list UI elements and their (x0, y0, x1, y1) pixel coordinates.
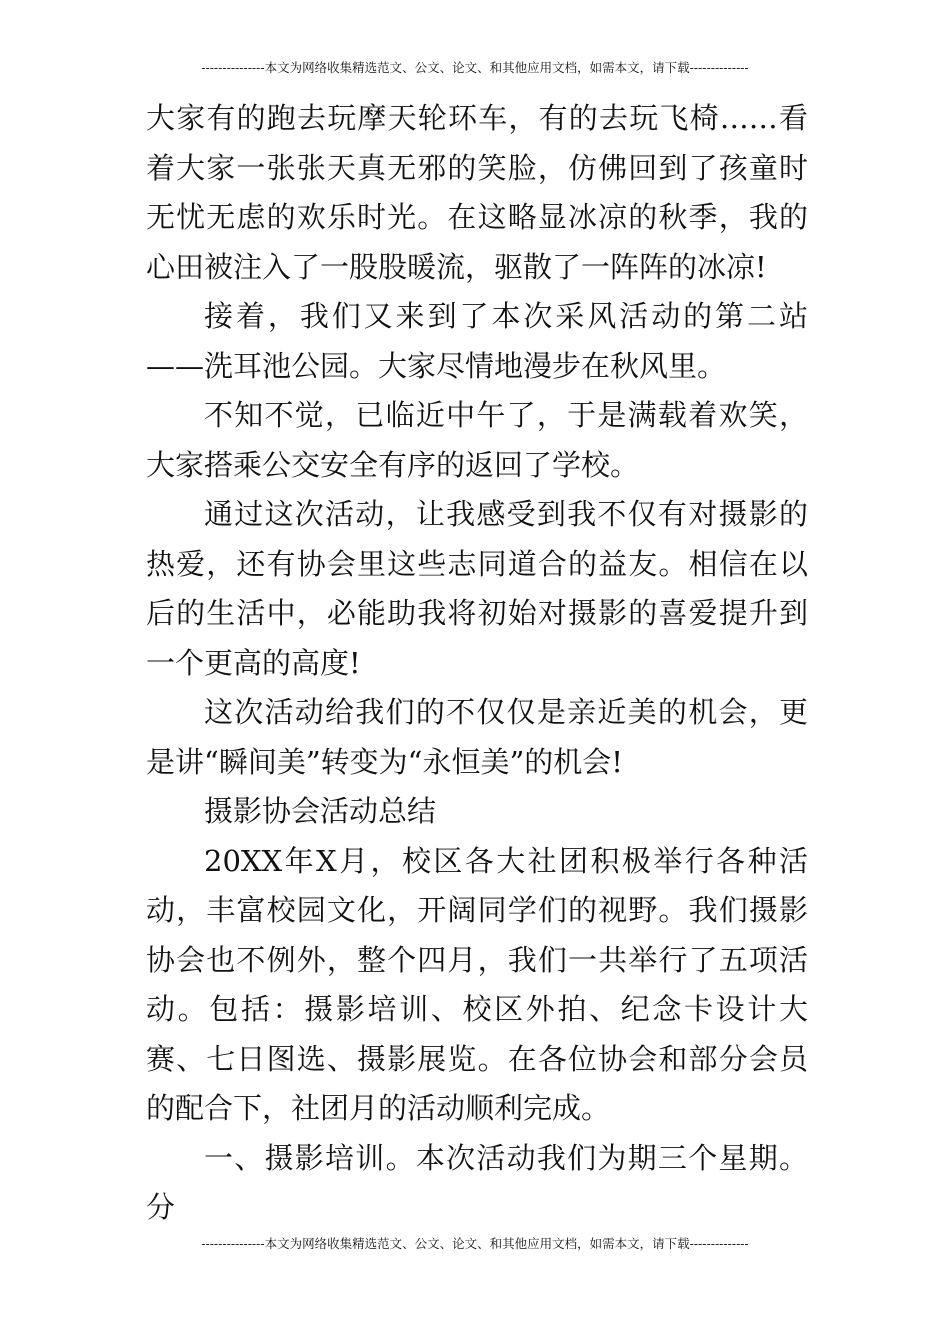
paragraph-continued: 大家有的跑去玩摩天轮环车，有的去玩飞椅……看着大家一张张天真无邪的笑脸，仿佛回到了孩童时无忧无虑的欢乐时光。在这略显冰凉的秋季，我的心田被注入了一股股暖流，驱散了一阵阵的冰凉! (146, 101, 808, 284)
paragraph-beauty: 这次活动给我们的不仅仅是亲近美的机会，更是讲“瞬间美”转变为“永恒美”的机会! (146, 695, 808, 779)
paragraph-reflection: 通过这次活动，让我感受到我不仅有对摄影的热爱，还有协会里这些志同道合的益友。相信在以后的生活中，必能助我将初始对摄影的喜爱提升到一个更高的高度! (146, 497, 808, 680)
section-title: 摄影协会活动总结 (204, 794, 437, 828)
paragraph-training: 一、摄影培训。本次活动我们为期三个星期。分 (146, 1140, 808, 1224)
paragraph-return: 不知不觉，已临近中午了，于是满载着欢笑，大家搭乘公交安全有序的返回了学校。 (146, 398, 808, 482)
document-body (146, 94, 808, 1233)
page-footer: ---------------本文为网络收集精选范文、公文、论文、和其他应用文档，如需本文，请下载-------------- (201, 1236, 749, 1251)
paragraph-second-stop: 接着，我们又来到了本次采风活动的第二站——洗耳池公园。大家尽情地漫步在秋风里。 (146, 299, 808, 383)
paragraph-summary: 20XX年X月，校区各大社团积极举行各种活动，丰富校园文化，开阔同学们的视野。我们摄影协会也不例外，整个四月，我们一共举行了五项活动。包括：摄影培训、校区外拍、纪念卡设计大赛、七日图选、摄影展览。在各位协会和部分会员的配合下，社团月的活动顺利完成。 (146, 843, 808, 1125)
page-header: ---------------本文为网络收集精选范文、公文、论文、和其他应用文档，如需本文，请下载-------------- (201, 60, 749, 75)
